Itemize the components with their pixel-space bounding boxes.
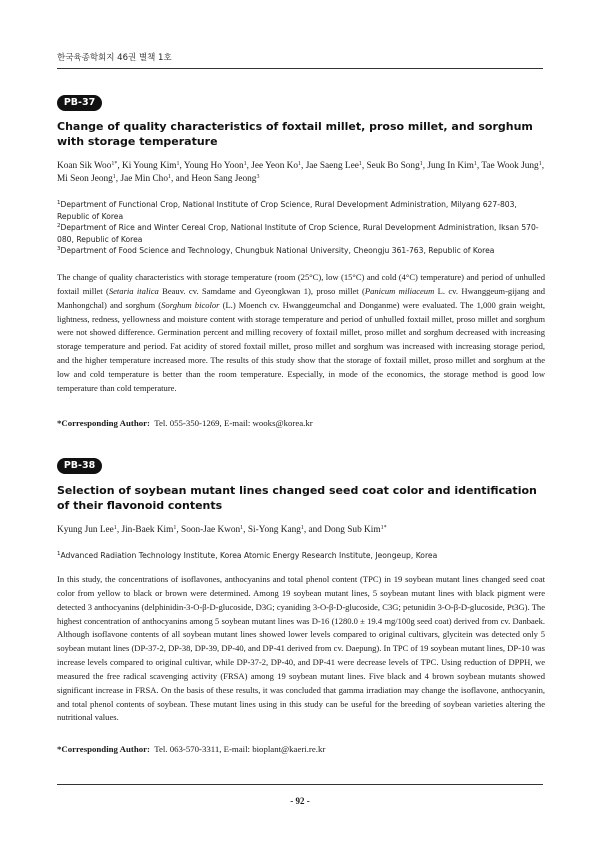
author-affiliation-mark: 3 (256, 174, 260, 180)
article-title: Selection of soybean mutant lines changed seed coat color and identification of their flavonoid contents (57, 484, 537, 512)
author-affiliation-mark: 1 (473, 161, 477, 167)
corresponding-contact: Tel. 063-570-3311, E-mail: bioplant@kaeri.re.kr (154, 744, 326, 754)
author-name: Heon Sang Jeong (191, 174, 257, 184)
author-name: Jung In Kim (427, 161, 474, 171)
author-name: Ki Young Kim (122, 161, 177, 171)
article-title: Change of quality characteristics of foxtail millet, proso millet, and sorghum with storage temperature (57, 120, 533, 148)
author-affiliation-mark: 1* (111, 161, 118, 167)
corresponding-author (57, 418, 313, 428)
abstract-text: The change of quality characteristics with storage temperature (room (25°C), low (15°C) and cold (4°C) temperature) and period of unhulled foxtail millet (Setaria italica Beauv. cv. Samdame and Gyeongkwan 1), proso millet (Panicum miliaceum L. cv. Hwanggeum-gijang and Manhongchal) and sorghum (Sorghum bicolor (L.) Moench cv. Hwanggeumchal and Donganme) were evaluated. The 1,000 grain weight, lightness, redness, yellowness and moisture content with storage temperature and period of unhulled foxtail millet, proso millet and sorghum were not showed difference. Germination percent and milling recovery of foxtail millet, proso millet and sorghum decreased with increasing storage temperature and period. Fat acidity of stored foxtail millet, proso millet and sorghum was increased with increasing storage period, and the higher temperature increased more. The results of this study show that the storage of foxtail millet, proso millet and sorghum at the low and cold temperature is better than the room temperature. Especially, in mode of the economics, the storage method is good low temperature than cold temperature. (57, 272, 546, 393)
affiliation-mark: 2 (57, 223, 61, 230)
corresponding-label: *Corresponding Author: (57, 418, 150, 428)
author-affiliation-mark: 1 (300, 525, 304, 531)
affiliation-list (57, 199, 547, 257)
author-affiliation-mark: 1 (113, 525, 117, 531)
author-name: Tae Wook Jung (481, 161, 539, 171)
author-affiliation-mark: 1 (167, 174, 171, 180)
affiliation-mark: 1 (57, 551, 61, 557)
affiliation-item (57, 222, 547, 245)
author-list: Koan Sik Woo$^{1*}$, Ki Young Kim$^1$, Young Ho Yoon$^1$, Jee Yeon Ko$^1$, Jae Saeng Lee$^1$, Seuk Bo Song$^1$, Jung In Kim$^1$, Tae Wook Jung$^1$, Mi Seon Jeong$^1$, Jae Min Cho$^1$, and Heon Sang Jeong$^3$ (57, 161, 545, 184)
author-name: Mi Seon Jeong (57, 174, 113, 184)
header-rule (57, 68, 543, 69)
author-affiliation-mark: 1 (298, 161, 302, 167)
affiliation-item (57, 245, 547, 257)
author-affiliation-mark: 1 (112, 174, 116, 180)
affiliation-item (57, 199, 547, 222)
author-name: Jin-Baek Kim (121, 525, 174, 535)
page-number: - 92 - (290, 796, 310, 806)
abstract-text: In this study, the concentrations of isoflavones, anthocyanins and total phenol content (TPC) in 19 soybean mutant lines changed seed coat color from yellow to black or brown were determined. Among 19 soybean mutant lines, 5 soybean mutant lines with black pigment were detected 3 anthocyanins (delphinidin-3-O-β-D-glucoside, D3G; cyaniding 3-O-β-D-glucoside, C3G; petunidin 3-O-β-D-glucoside, Pt3G). The highest concentration of anthocyanins among 5 soybean mutant lines was D-16 (1280.0 ± 19.4 mg/100g seed coat) derived from cv. Danbaek. Although isoflavone contents of all soybean mutant lines showed lower levels compared to original cultivars, glycitein was detected only 5 soybean mutant lines (DP-37-2, DP-38, DP-39, DP-40, and DP-41 derived from cv. Daepung). In TPC of 19 soybean mutant lines, DP-10 was increase levels compared to original cultivar, while DP-37-2, DP-40, and DP-41 were decrease levels of TPC. Using reduction of DPPH, we measured the free radical scavenging activity (FRSA) among 19 soybean mutant lines. Five black and 4 brown soybean mutants showed significant increase in FRSA. On the basis of these results, it was concluded that gamma irradiation may change the isoflavone, anthocyanin, and total phenol contents of soybean. These mutant lines using in this study can be useful for the breeding of soybean varieties altering the nutritional values. (57, 574, 545, 723)
corresponding-label: *Corresponding Author: (57, 744, 150, 754)
footer-rule (57, 784, 543, 785)
affiliation-text: Department of Functional Crop, National Institute of Crop Science, Rural Development Administration, Milyang 627-803, Republic of Korea (57, 200, 517, 221)
affiliation-text: Department of Food Science and Technology, Chungbuk National University, Cheongju 361-763, Republic of Korea (60, 246, 495, 256)
corresponding-author (57, 744, 325, 754)
scientific-name: Panicum miliaceum (364, 285, 435, 296)
author-name: Seuk Bo Song (366, 161, 420, 171)
author-affiliation-mark: 1 (240, 525, 244, 531)
article-badge: PB-37 (57, 95, 102, 111)
author-name: Young Ho Yoon (183, 161, 244, 171)
author-affiliation-mark: 1 (538, 161, 542, 167)
affiliation-text: Department of Rice and Winter Cereal Crop, National Institute of Crop Science, Rural Development Administration, Iksan 570-080, Republic of Korea (57, 223, 539, 244)
author-affiliation-mark: 1 (419, 161, 423, 167)
affiliation-mark: 3 (57, 246, 61, 253)
author-name: Jae Saeng Lee (305, 161, 359, 171)
author-list: Kyung Jun Lee$^1$, Jin-Baek Kim$^1$, Soon-Jae Kwon$^1$, Si-Yong Kang$^1$, and Dong Sub Kim$^{1*}$ (57, 525, 387, 535)
author-name: Soon-Jae Kwon (181, 525, 241, 535)
affiliation-list (57, 550, 547, 562)
scientific-name: Setaria italica (108, 285, 159, 296)
author-name: Kyung Jun Lee (57, 525, 114, 535)
affiliation-item (57, 550, 547, 562)
corresponding-contact: Tel. 055-350-1269, E-mail: wooks@korea.kr (154, 418, 313, 428)
affiliation-text: Advanced Radiation Technology Institute, Korea Atomic Energy Research Institute, Jeongeup, Korea (60, 551, 438, 560)
author-affiliation-mark: 1 (173, 525, 177, 531)
author-name: Si-Yong Kang (247, 525, 301, 535)
author-name: Dong Sub Kim (324, 525, 381, 535)
author-affiliation-mark: 1 (243, 161, 247, 167)
journal-header: 한국육종학회지 46권 별책 1호 (57, 53, 172, 63)
article-badge: PB-38 (57, 458, 102, 474)
author-affiliation-mark: 1* (380, 525, 387, 531)
author-name: Jae Min Cho (120, 174, 168, 184)
author-affiliation-mark: 1 (358, 161, 362, 167)
author-name: Koan Sik Woo (57, 161, 112, 171)
author-name: Jee Yeon Ko (251, 161, 299, 171)
scientific-name: Sorghum bicolor (161, 299, 220, 310)
affiliation-mark: 1 (57, 200, 61, 206)
author-affiliation-mark: 1 (176, 161, 180, 167)
